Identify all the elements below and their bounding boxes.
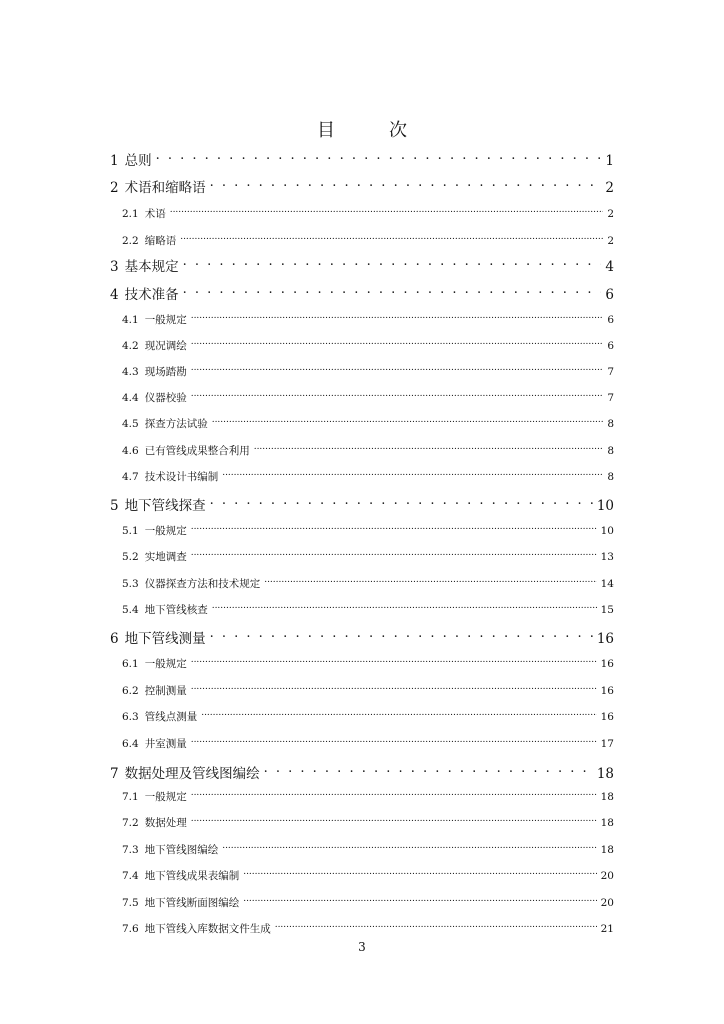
toc-entry-label: 一般规定: [144, 658, 187, 670]
toc-entry-label: 技术设计书编制: [144, 471, 219, 483]
toc-entry-page: 10: [596, 498, 614, 514]
toc-dot-leader: [170, 203, 604, 217]
toc-entry-number: 7.1: [122, 791, 139, 803]
toc-entry[interactable]: [110, 760, 614, 782]
toc-entry[interactable]: [122, 546, 614, 563]
toc-entry-page: 7: [607, 392, 614, 404]
toc-entry-number: 7.6: [122, 923, 139, 935]
toc-entry-number: 4.4: [122, 392, 139, 404]
toc-dot-leader: [222, 839, 596, 853]
page-title: 目 次: [317, 120, 425, 141]
toc-entry-number: 1: [110, 153, 119, 169]
toc-entry-label: 已有管线成果整合利用: [144, 445, 250, 457]
toc-entry[interactable]: [122, 812, 614, 829]
toc-entry-page: 14: [600, 578, 614, 590]
toc-entry-page: 15: [600, 604, 614, 616]
toc-entry-label: 总则: [124, 153, 152, 169]
toc-entry-page: 10: [600, 525, 614, 537]
toc-entry[interactable]: [122, 361, 614, 378]
toc-dot-leader: [212, 413, 604, 427]
toc-dot-leader: [191, 387, 604, 401]
toc-entry-page: 16: [600, 711, 614, 723]
toc-entry[interactable]: [110, 253, 614, 275]
toc-dot-leader: [222, 466, 603, 480]
toc-entry[interactable]: [122, 573, 614, 590]
toc-entry-number: 7.2: [122, 817, 139, 829]
toc-dot-leader: [183, 281, 602, 299]
toc-dot-leader: [243, 892, 596, 906]
toc-entry-number: 2.1: [122, 208, 139, 220]
toc-entry-number: 4.1: [122, 314, 139, 326]
toc-entry-page: 6: [607, 340, 614, 352]
toc-dot-leader: [264, 760, 593, 778]
toc-entry-page: 8: [607, 471, 614, 483]
toc-entry-label: 技术准备: [124, 287, 179, 303]
toc-dot-leader: [210, 625, 593, 643]
toc-entry-label: 术语和缩略语: [124, 180, 206, 196]
toc-entry-number: 7: [110, 766, 119, 782]
toc-entry-label: 基本规定: [124, 259, 179, 275]
toc-entry-label: 实地调查: [144, 551, 187, 563]
toc-entry-page: 13: [600, 551, 614, 563]
toc-dot-leader: [210, 492, 593, 510]
toc-dot-leader: [191, 520, 597, 534]
toc-entry-label: 数据处理及管线图编绘: [124, 766, 260, 782]
toc-entry[interactable]: [122, 413, 614, 430]
toc-entry-label: 地下管线核查: [144, 604, 208, 616]
toc-entry-page: 20: [600, 870, 614, 882]
toc-entry[interactable]: [122, 706, 614, 723]
toc-entry-number: 5.1: [122, 525, 139, 537]
toc-entry-number: 2.2: [122, 235, 139, 247]
toc-entry-page: 2: [607, 235, 614, 247]
toc-entry-number: 5.4: [122, 604, 139, 616]
toc-entry[interactable]: [110, 625, 614, 647]
toc-entry-page: 2: [605, 180, 614, 196]
toc-entry-page: 16: [596, 631, 614, 647]
toc-dot-leader: [254, 440, 604, 454]
toc-entry-number: 5.2: [122, 551, 139, 563]
toc-entry-number: 7.4: [122, 870, 139, 882]
toc-entry-label: 一般规定: [144, 525, 187, 537]
toc-dot-leader: [191, 653, 597, 667]
toc-entry-page: 21: [600, 923, 614, 935]
toc-dot-leader: [156, 147, 602, 165]
toc-dot-leader: [191, 680, 597, 694]
toc-entry[interactable]: [122, 918, 614, 935]
toc-entry-page: 16: [600, 685, 614, 697]
toc-entry-label: 数据处理: [144, 817, 187, 829]
toc-entry-page: 18: [600, 791, 614, 803]
toc-entry-number: 7.5: [122, 897, 139, 909]
toc-dot-leader: [191, 733, 597, 747]
toc-entry-label: 一般规定: [144, 791, 187, 803]
toc-entry[interactable]: [122, 440, 614, 457]
toc-entry-number: 3: [110, 259, 119, 275]
toc-entry-label: 缩略语: [144, 235, 177, 247]
toc-dot-leader: [264, 573, 596, 587]
toc-entry[interactable]: [122, 309, 614, 326]
toc-entry[interactable]: [122, 599, 614, 616]
toc-entry-label: 地下管线测量: [124, 631, 206, 647]
toc-entry-label: 地下管线断面图编绘: [144, 897, 240, 909]
toc-entry-page: 18: [600, 817, 614, 829]
toc-dot-leader: [180, 230, 603, 244]
toc-dot-leader: [191, 546, 597, 560]
toc-entry-page: 20: [600, 897, 614, 909]
toc-entry-number: 4.5: [122, 418, 139, 430]
toc-entry-page: 1: [605, 153, 614, 169]
toc-entry-label: 地下管线探查: [124, 498, 206, 514]
toc-entry-label: 术语: [144, 208, 166, 220]
toc-entry-page: 16: [600, 658, 614, 670]
toc-entry[interactable]: [122, 203, 614, 220]
toc-entry[interactable]: [122, 680, 614, 697]
toc-entry-page: 18: [600, 844, 614, 856]
toc-dot-leader: [191, 309, 604, 323]
toc-entry-number: 6.4: [122, 738, 139, 750]
toc-entry-number: 5: [110, 498, 119, 514]
toc-entry-number: 4.2: [122, 340, 139, 352]
toc-entry[interactable]: [122, 839, 614, 856]
toc-dot-leader: [191, 335, 604, 349]
toc-entry-number: 4: [110, 287, 119, 303]
toc-entry[interactable]: [122, 786, 614, 803]
toc-dot-leader: [191, 812, 597, 826]
toc-dot-leader: [243, 865, 596, 879]
toc-entry[interactable]: [122, 520, 614, 537]
toc-dot-leader: [201, 706, 596, 720]
toc-entry-page: 6: [607, 314, 614, 326]
toc-entry-page: 18: [596, 766, 614, 782]
toc-entry-label: 现况调绘: [144, 340, 187, 352]
toc-entry[interactable]: [122, 733, 614, 750]
toc-dot-leader: [212, 599, 597, 613]
toc-entry-label: 探查方法试验: [144, 418, 208, 430]
toc-dot-leader: [191, 786, 597, 800]
toc-entry[interactable]: [122, 230, 614, 247]
toc-dot-leader: [183, 253, 602, 271]
toc-entry-number: 6.3: [122, 711, 139, 723]
toc-entry-page: 4: [605, 259, 614, 275]
toc-entry-label: 仪器校验: [144, 392, 187, 404]
toc-entry-number: 2: [110, 180, 119, 196]
toc-dot-leader: [275, 918, 597, 932]
toc-entry-page: 8: [607, 445, 614, 457]
toc-entry[interactable]: [122, 892, 614, 909]
toc-entry[interactable]: [122, 466, 614, 483]
toc-entry-number: 4.7: [122, 471, 139, 483]
toc-entry-page: 8: [607, 418, 614, 430]
toc-entry-label: 控制测量: [144, 685, 187, 697]
toc-entry-number: 4.6: [122, 445, 139, 457]
toc-entry-label: 地下管线入库数据文件生成: [144, 923, 271, 935]
toc-entry[interactable]: [122, 335, 614, 352]
toc-entry-label: 地下管线成果表编制: [144, 870, 240, 882]
toc-entry-label: 现场踏勘: [144, 366, 187, 378]
toc-entry-page: 7: [607, 366, 614, 378]
toc-entry-page: 6: [605, 287, 614, 303]
toc-entry-label: 井室测量: [144, 738, 187, 750]
toc-entry-label: 仪器探查方法和技术规定: [144, 578, 261, 590]
toc-entry-number: 4.3: [122, 366, 139, 378]
toc-dot-leader: [191, 361, 604, 375]
toc-entry-number: 6.1: [122, 658, 139, 670]
toc-entry-page: 17: [600, 738, 614, 750]
toc-entry[interactable]: [110, 281, 614, 303]
page-number: 3: [358, 940, 366, 954]
toc-entry-number: 6.2: [122, 685, 139, 697]
toc-entry-label: 管线点测量: [144, 711, 198, 723]
toc-entry[interactable]: [110, 492, 614, 514]
toc-entry-page: 2: [607, 208, 614, 220]
toc-entry[interactable]: [122, 387, 614, 404]
toc-entry[interactable]: [122, 865, 614, 882]
toc-entry[interactable]: [110, 147, 614, 169]
toc-entry-number: 7.3: [122, 844, 139, 856]
toc-entry-label: 一般规定: [144, 314, 187, 326]
toc-entry[interactable]: [122, 653, 614, 670]
toc-entry-label: 地下管线图编绘: [144, 844, 219, 856]
toc-entry-number: 6: [110, 631, 119, 647]
toc-entry[interactable]: [110, 174, 614, 196]
toc-entry-number: 5.3: [122, 578, 139, 590]
toc-dot-leader: [210, 174, 602, 192]
